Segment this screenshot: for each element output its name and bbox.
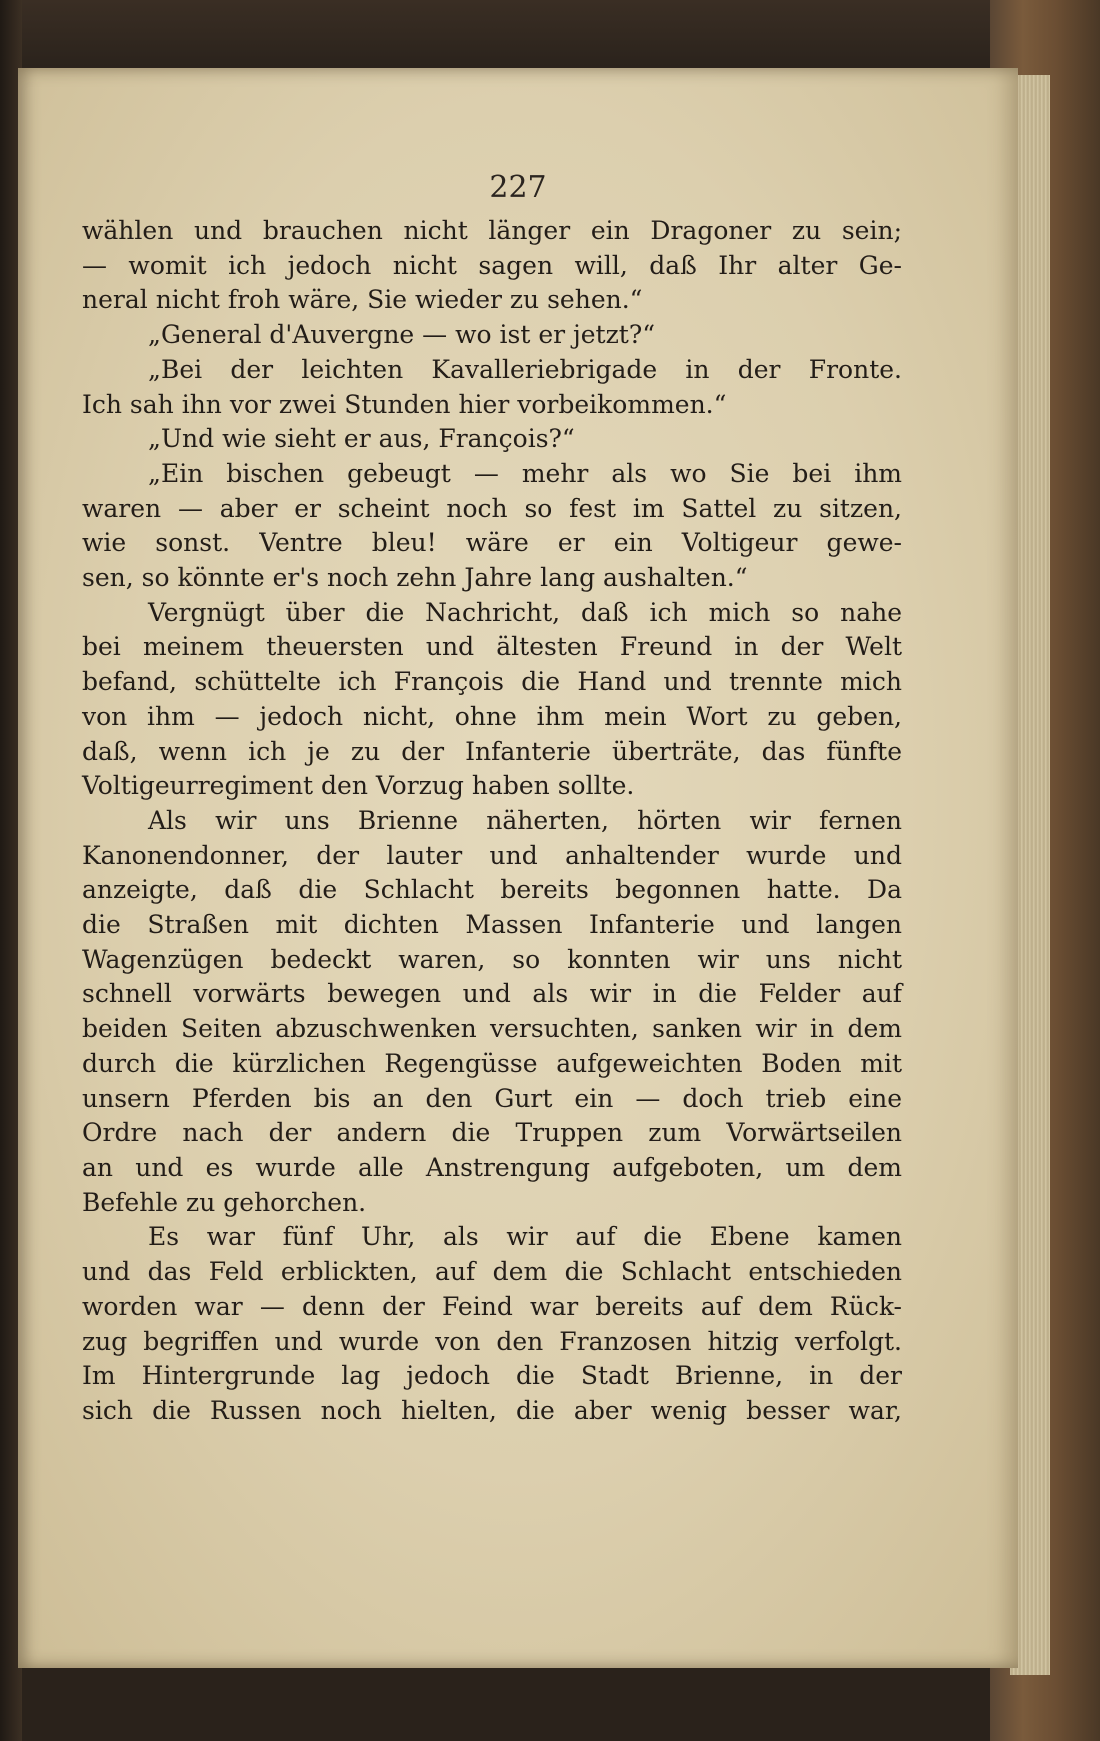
text-line: neral nicht froh wäre, Sie wieder zu sehen.“ <box>82 285 643 315</box>
text-line: sich die Russen noch hielten, die aber wenig besser war, <box>82 1395 902 1425</box>
text-line: die Straßen mit dichten Massen Infanterie und langen <box>82 910 902 940</box>
text-line: Ordre nach der andern die Truppen zum Vorwärtseilen <box>82 1118 902 1148</box>
text-line: befand, schüttelte ich François die Hand und trennte mich <box>82 667 902 697</box>
text-line: — womit ich jedoch nicht sagen will, daß Ihr alter Ge- <box>82 250 902 280</box>
text-line: wählen und brauchen nicht länger ein Dragoner zu sein; <box>82 216 902 245</box>
text-line: bei meinem theuersten und ältesten Freund in der Welt <box>82 632 902 662</box>
text-line: Im Hintergrunde lag jedoch die Stadt Brienne, in der <box>82 1361 902 1391</box>
text-line: worden war — denn der Feind war bereits auf dem Rück- <box>82 1291 902 1321</box>
text-line: und das Feld erblickten, auf dem die Schlacht entschieden <box>82 1257 902 1287</box>
text-line: Voltigeurregiment den Vorzug haben sollte. <box>82 771 635 801</box>
text-line: von ihm — jedoch nicht, ohne ihm mein Wort zu geben, <box>82 701 902 731</box>
page-number: 227 <box>489 170 547 205</box>
text-line: „Bei der leichten Kavalleriebrigade in der Fronte. <box>148 354 902 384</box>
text-line: Ich sah ihn vor zwei Stunden hier vorbeikommen.“ <box>82 389 727 419</box>
text-line: durch die kürzlichen Regengüsse aufgeweichten Boden mit <box>82 1048 902 1078</box>
text-line: Befehle zu gehorchen. <box>82 1187 367 1217</box>
text-line: Es war fünf Uhr, als wir auf die Ebene kamen <box>148 1222 902 1252</box>
text-line: unsern Pferden bis an den Gurt ein — doch trieb eine <box>82 1083 902 1113</box>
text-line: „Und wie sieht er aus, François?“ <box>148 424 575 454</box>
text-line: schnell vorwärts bewegen und als wir in die Felder auf <box>82 979 902 1009</box>
text-line: zug begriffen und wurde von den Franzosen hitzig verfolgt. <box>82 1326 902 1356</box>
text-line: „Ein bischen gebeugt — mehr als wo Sie bei ihm <box>148 458 902 488</box>
text-line: beiden Seiten abzuschwenken versuchten, sanken wir in dem <box>82 1014 902 1044</box>
text-line: Vergnügt über die Nachricht, daß ich mich so nahe <box>148 597 902 627</box>
book-page <box>18 68 1018 1668</box>
text-line: daß, wenn ich je zu der Infanterie überträte, das fünfte <box>82 736 902 766</box>
text-line: anzeigte, daß die Schlacht bereits begonnen hatte. Da <box>82 875 902 905</box>
text-line: „General d'Auvergne — wo ist er jetzt?“ <box>148 320 656 350</box>
text-line: Wagenzügen bedeckt waren, so konnten wir uns nicht <box>82 944 902 974</box>
text-line: Als wir uns Brienne näherten, hörten wir fernen <box>148 805 902 835</box>
text-line: waren — aber er scheint noch so fest im Sattel zu sitzen, <box>82 493 902 523</box>
text-line: an und es wurde alle Anstrengung aufgeboten, um dem <box>82 1152 902 1182</box>
page-text <box>82 214 902 1429</box>
text-line: sen, so könnte er's noch zehn Jahre lang aushalten.“ <box>82 563 748 593</box>
text-line: wie sonst. Ventre bleu! wäre er ein Voltigeur gewe- <box>82 528 902 558</box>
text-line: Kanonendonner, der lauter und anhaltender wurde und <box>82 840 902 870</box>
